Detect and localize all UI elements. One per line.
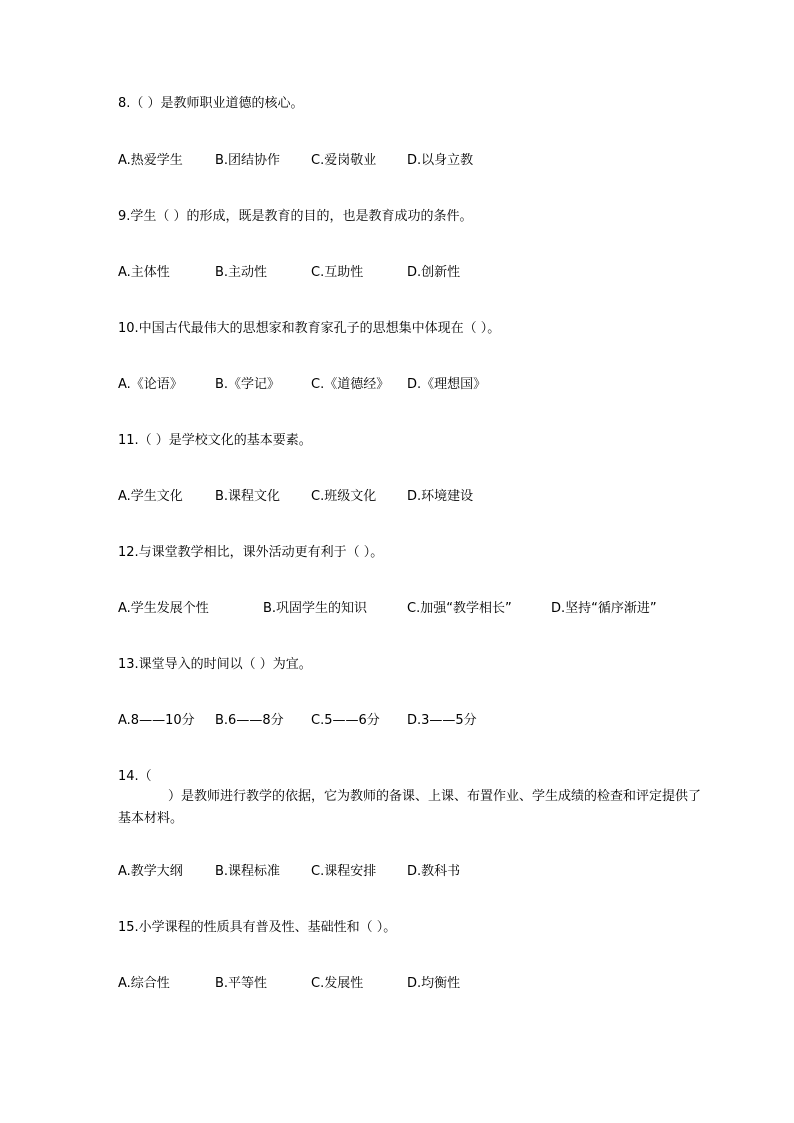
option-d: D.坚持“循序渐进” xyxy=(551,601,657,616)
option-b: B.主动性 xyxy=(215,265,268,280)
question-12-options xyxy=(118,600,758,618)
question-14-stem-line3: 基本材料。 xyxy=(118,811,184,826)
question-15-options xyxy=(118,975,758,993)
question-11-options xyxy=(118,488,758,506)
option-d: D.创新性 xyxy=(407,265,461,280)
option-a: A.主体性 xyxy=(118,265,170,280)
option-b: B.课程文化 xyxy=(215,489,281,504)
option-d: D.环境建设 xyxy=(407,489,474,504)
option-d: D.均衡性 xyxy=(407,976,461,991)
option-c: C.班级文化 xyxy=(311,489,377,504)
option-a: A.热爱学生 xyxy=(118,153,183,168)
option-a: A.8——10分 xyxy=(118,713,195,728)
question-8-stem: 8.（ ）是教师职业道德的核心。 xyxy=(118,96,304,111)
question-15-stem: 15.小学课程的性质具有普及性、基础性和（ ）。 xyxy=(118,920,397,935)
option-c: C.课程安排 xyxy=(311,864,377,879)
option-a: A.学生发展个性 xyxy=(118,601,209,616)
option-c: C.互助性 xyxy=(311,265,364,280)
option-b: B.平等性 xyxy=(215,976,268,991)
question-9-options xyxy=(118,264,758,282)
question-14-stem-line2: ）是教师进行教学的依据，它为教师的备课、上课、布置作业、学生成绩的检查和评定提供了 xyxy=(168,789,702,804)
option-a: A.教学大纲 xyxy=(118,864,183,879)
option-b: B.课程标准 xyxy=(215,864,281,879)
option-b: B.6——8分 xyxy=(215,713,284,728)
option-d: D.《理想国》 xyxy=(407,377,487,392)
question-8-options xyxy=(118,152,758,170)
option-b: B.巩固学生的知识 xyxy=(263,601,368,616)
option-d: D.教科书 xyxy=(407,864,461,879)
option-c: C.5——6分 xyxy=(311,713,380,728)
question-14-options xyxy=(118,863,758,881)
option-c: C.加强“教学相长” xyxy=(407,601,512,616)
question-10-stem: 10.中国古代最伟大的思想家和教育家孔子的思想集中体现在（ ）。 xyxy=(118,321,501,336)
option-c: C.发展性 xyxy=(311,976,364,991)
option-d: D.以身立教 xyxy=(407,153,474,168)
question-12-stem: 12.与课堂教学相比，课外活动更有利于（ ）。 xyxy=(118,545,384,560)
question-11-stem: 11.（ ）是学校文化的基本要素。 xyxy=(118,433,312,448)
question-9-stem: 9.学生（ ）的形成，既是教育的目的，也是教育成功的条件。 xyxy=(118,209,473,224)
question-14-stem-body xyxy=(118,786,748,830)
question-13-options xyxy=(118,712,758,730)
question-14-stem-line1: 14.（ xyxy=(118,769,152,784)
option-d: D.3——5分 xyxy=(407,713,477,728)
option-b: B.《学记》 xyxy=(215,377,281,392)
question-13-stem: 13.课堂导入的时间以（ ）为宜。 xyxy=(118,657,312,672)
option-c: C.《道德经》 xyxy=(311,377,390,392)
option-b: B.团结协作 xyxy=(215,153,281,168)
question-10-options xyxy=(118,376,758,394)
option-a: A.综合性 xyxy=(118,976,170,991)
option-a: A.《论语》 xyxy=(118,377,183,392)
option-c: C.爱岗敬业 xyxy=(311,153,377,168)
option-a: A.学生文化 xyxy=(118,489,183,504)
